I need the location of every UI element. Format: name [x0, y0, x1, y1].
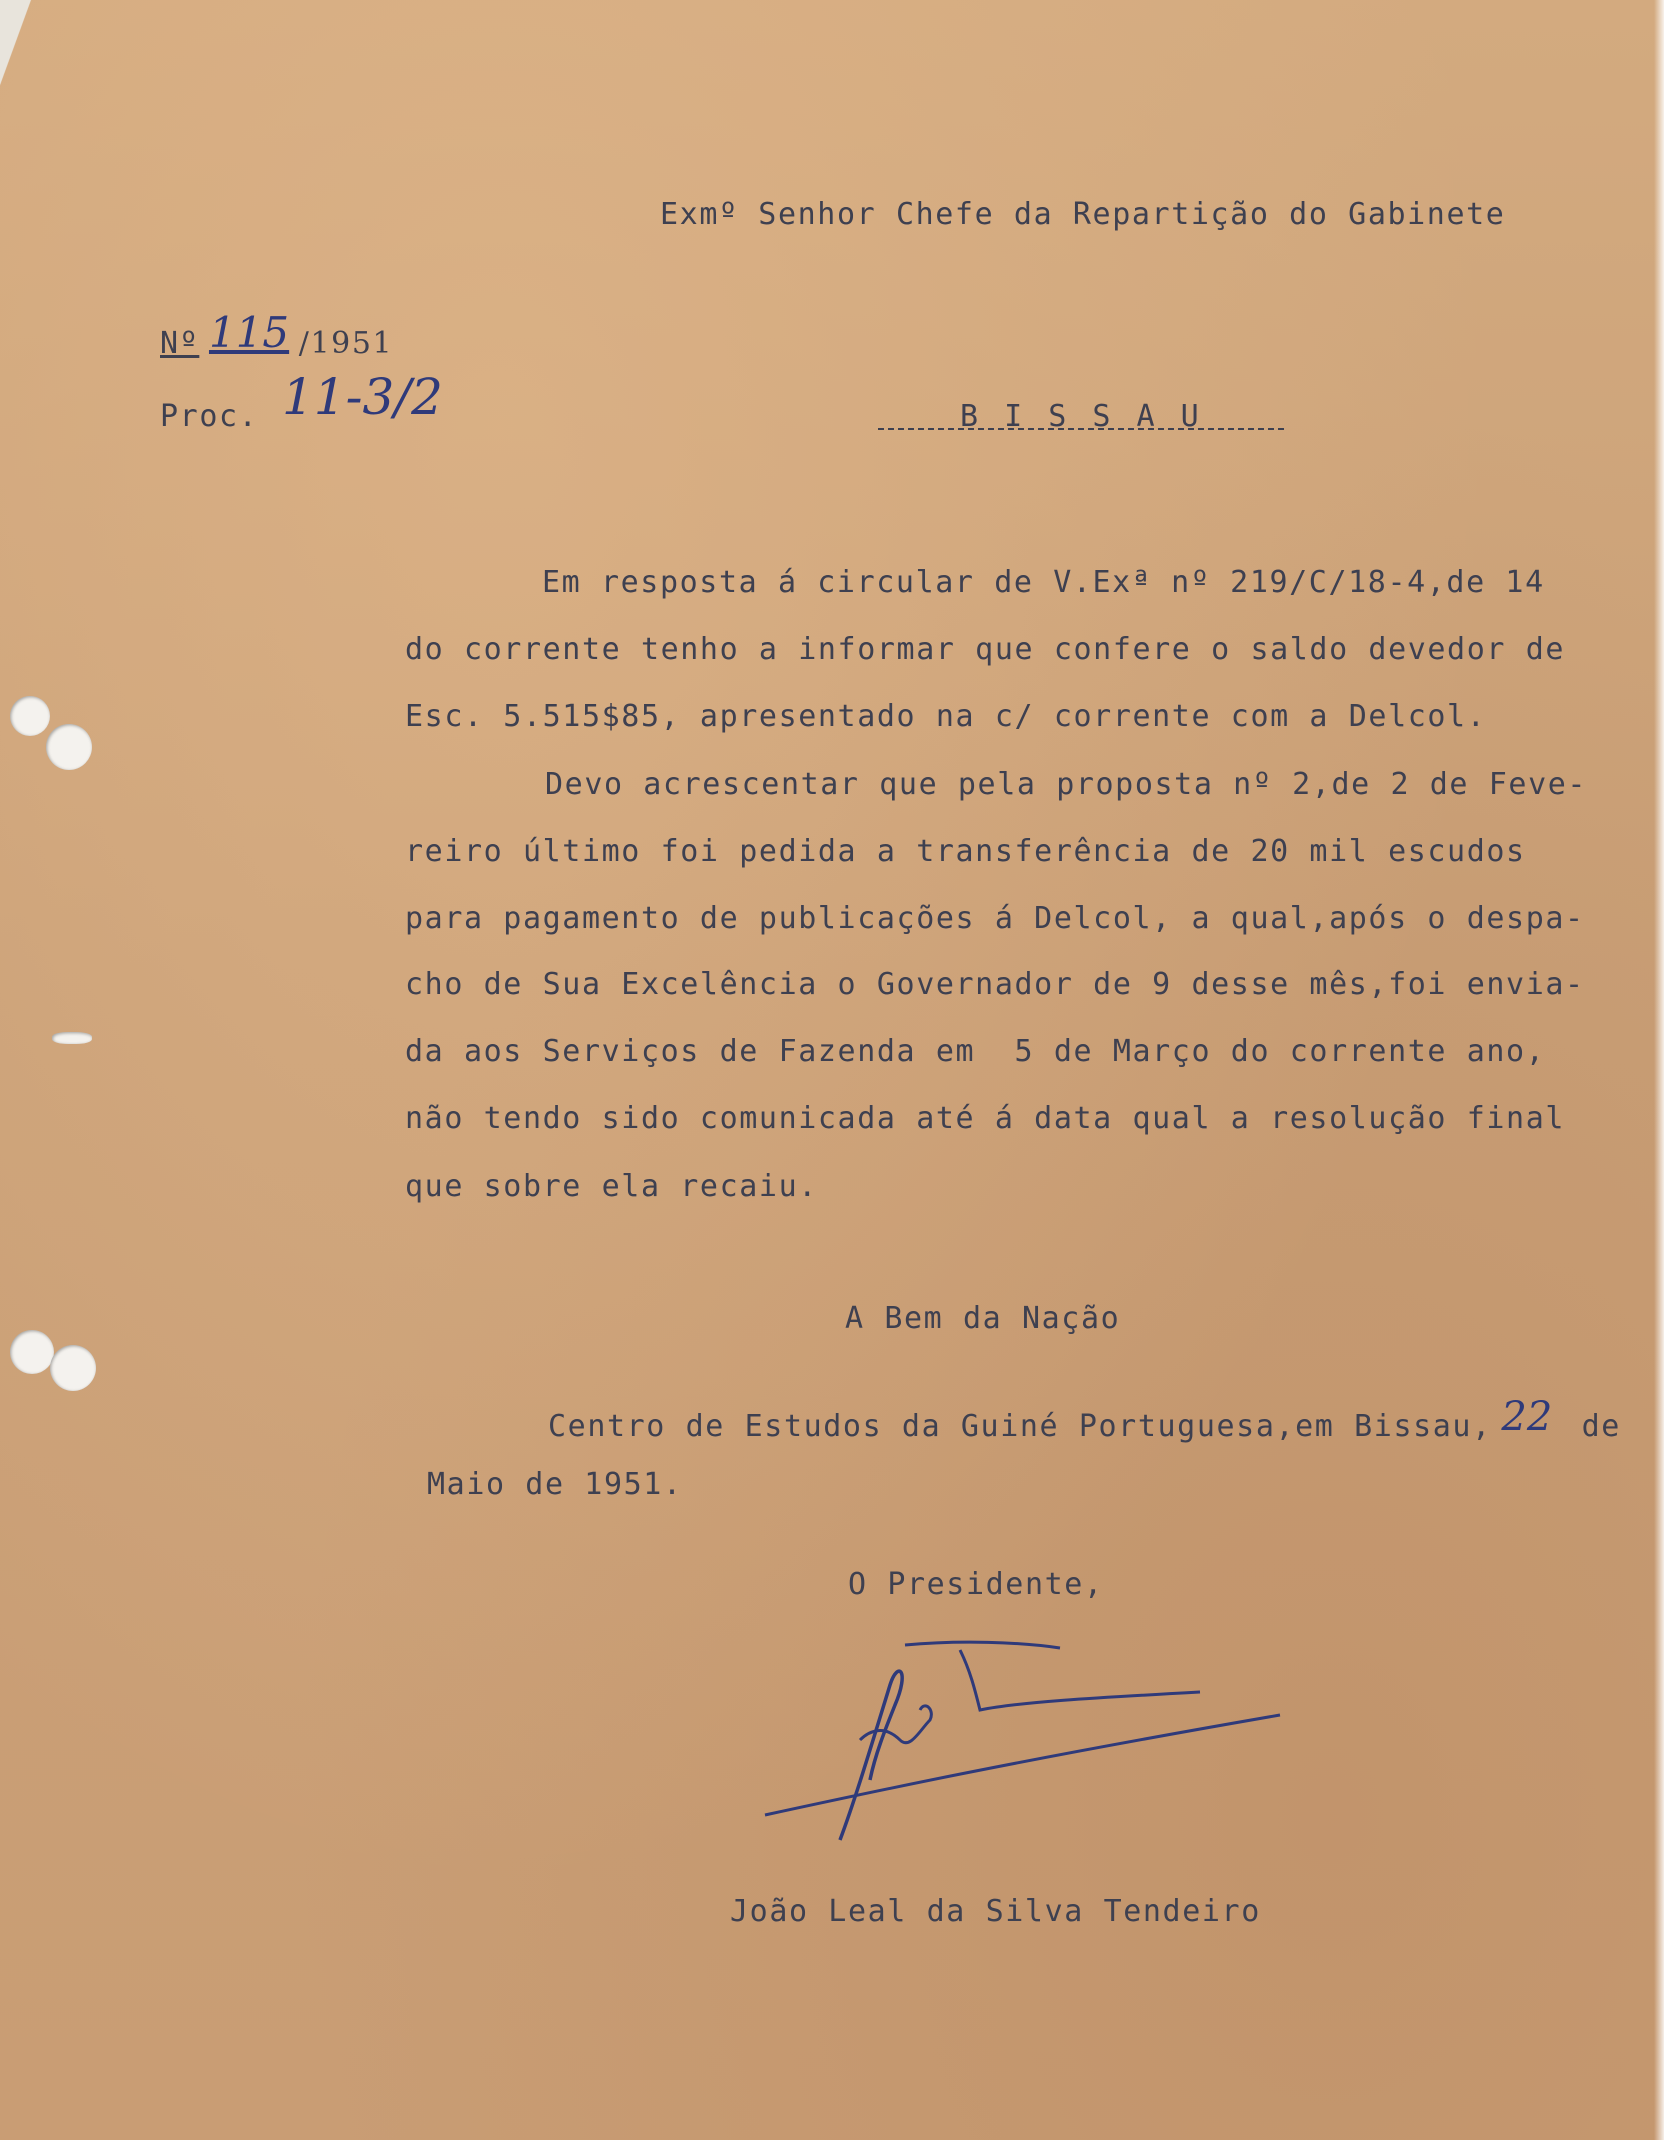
process-handwritten: 11-3/2 — [281, 368, 443, 426]
body-line: Em resposta á circular de V.Exª nº 219/C/18-4,de 14 — [542, 565, 1545, 600]
date-line-2: Maio de 1951. — [427, 1467, 683, 1502]
handwritten-signature — [760, 1630, 1300, 1850]
body-line: cho de Sua Excelência o Governador de 9 desse mês,foi envia- — [405, 967, 1585, 1002]
salutation: A Bem da Nação — [845, 1301, 1121, 1336]
reference-number — [160, 308, 394, 361]
addressee-line: Exmº Senhor Chefe da Repartição do Gabinete — [660, 197, 1506, 232]
reference-number-prefix: Nº — [160, 326, 200, 361]
punch-hole-top — [10, 696, 50, 736]
body-line: que sobre ela recaiu. — [405, 1169, 818, 1204]
place-heading-underline — [878, 428, 1284, 430]
reference-number-year: /1951 — [298, 326, 394, 361]
punch-hole-mid — [52, 1032, 92, 1044]
closing: O Presidente, — [848, 1567, 1104, 1602]
signatory-name: João Leal da Silva Tendeiro — [730, 1894, 1261, 1929]
body-line: do corrente tenho a informar que confere o saldo devedor de — [405, 632, 1566, 667]
body-line: não tendo sido comunicada até á data qual a resolução final — [405, 1101, 1566, 1136]
date-line-1 — [548, 1394, 1621, 1444]
body-line: da aos Serviços de Fazenda em 5 de Março do corrente ano, — [405, 1034, 1546, 1069]
place-heading: B I S S A U — [960, 399, 1203, 434]
punch-hole-bottom-2 — [50, 1345, 96, 1391]
date-day-handwritten: 22 — [1501, 1394, 1553, 1440]
paper-tear — [0, 0, 40, 130]
body-line: Devo acrescentar que pela proposta nº 2,de 2 de Feve- — [545, 767, 1588, 802]
body-line: reiro último foi pedida a transferência de 20 mil escudos — [405, 834, 1526, 869]
date-line-1-end: de — [1561, 1409, 1621, 1444]
body-line: para pagamento de publicações á Delcol, a qual,após o despa- — [405, 901, 1585, 936]
process-prefix: Proc. — [160, 399, 259, 434]
punch-hole-bottom — [10, 1330, 54, 1374]
punch-hole-top-2 — [46, 724, 92, 770]
reference-number-handwritten: 115 — [208, 308, 290, 357]
paper-edge — [1654, 0, 1664, 2140]
process-reference — [160, 368, 443, 434]
date-line-1-text: Centro de Estudos da Guiné Portuguesa,em Bissau, — [548, 1409, 1492, 1444]
body-line: Esc. 5.515$85, apresentado na c/ corrente com a Delcol. — [405, 699, 1487, 734]
